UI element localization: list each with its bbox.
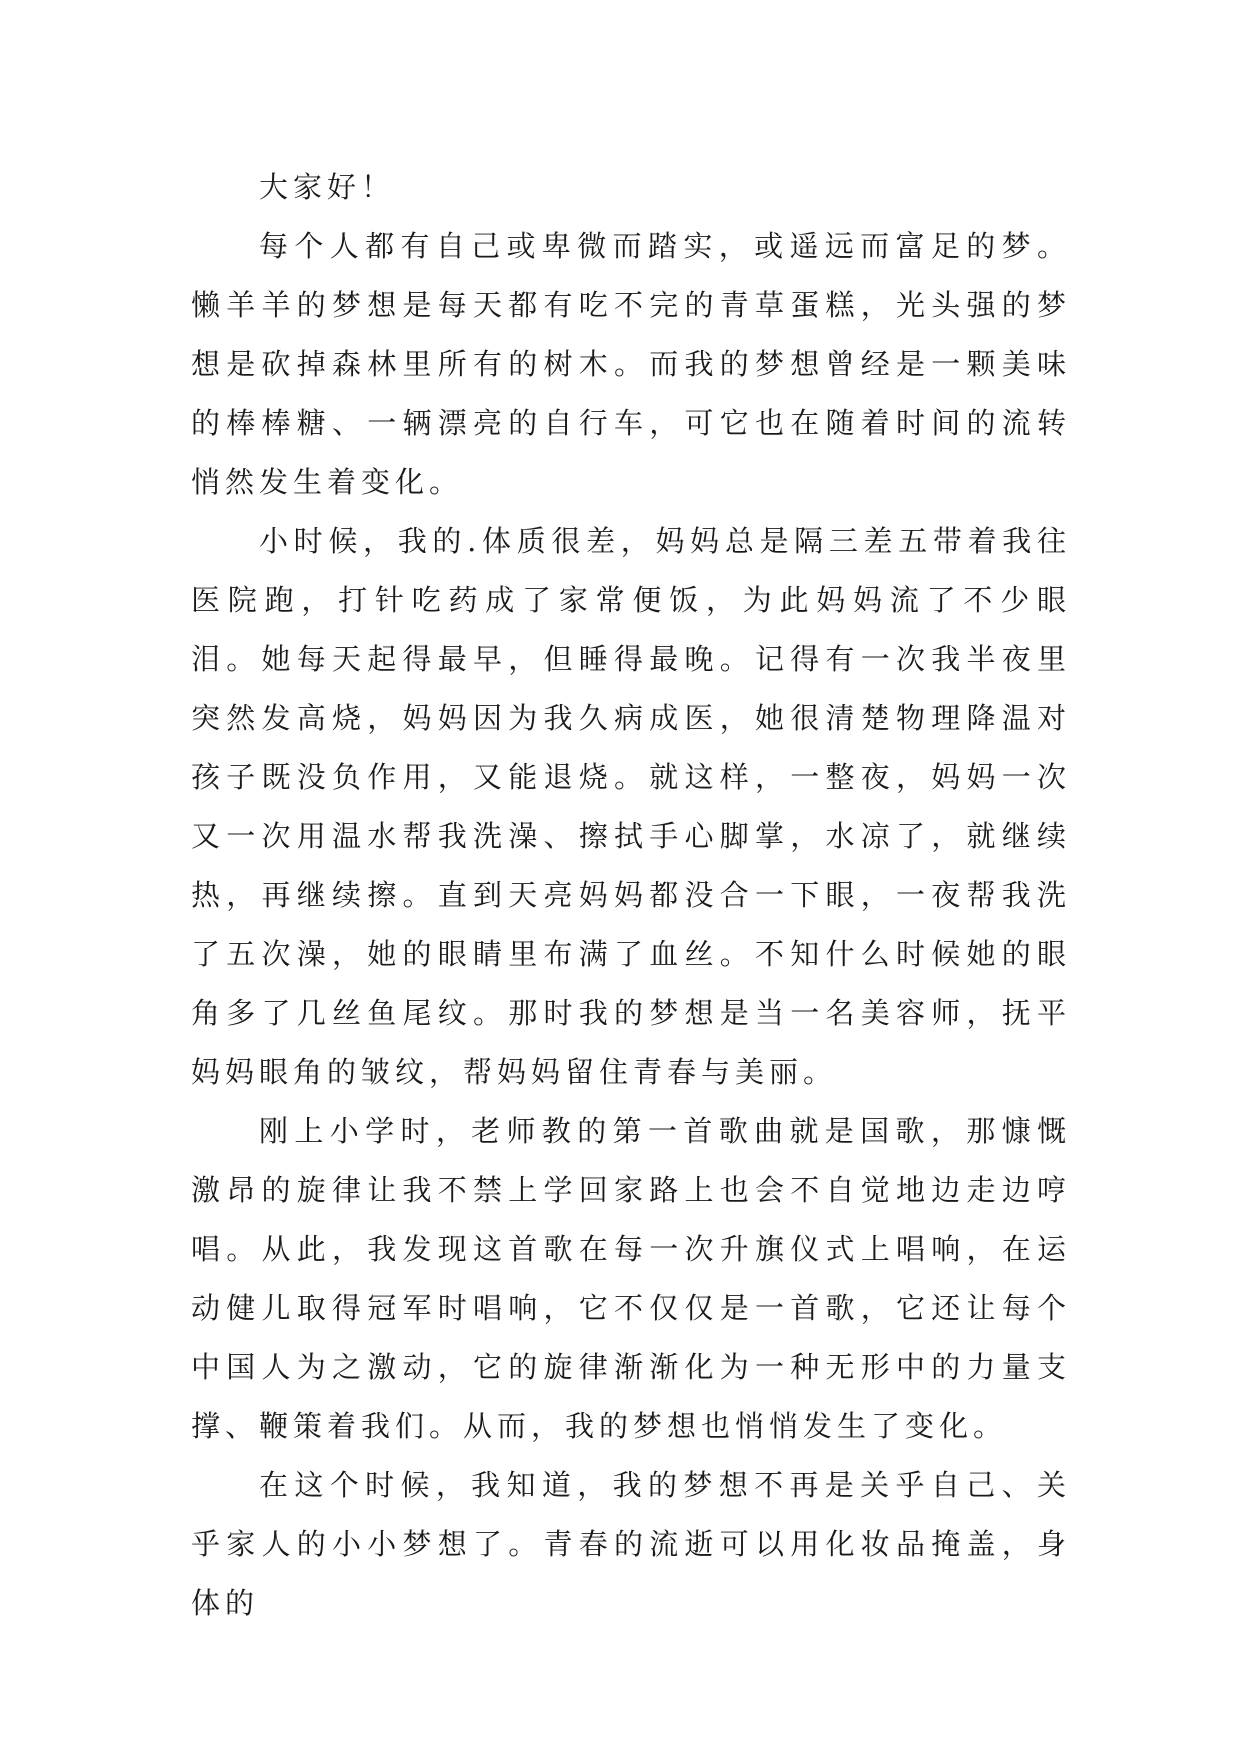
body-text — [191, 158, 1071, 1633]
paragraph-dreams-intro: 每个人都有自己或卑微而踏实，或遥远而富足的梦。懒羊羊的梦想是每天都有吃不完的青草蛋糕，光头强的梦想是砍掉森林里所有的树木。而我的梦想曾经是一颗美味的棒棒糖、一辆漂亮的自行车，可它也在随着时间的流转悄然发生着变化。 — [191, 229, 1071, 499]
paragraph-national-anthem: 刚上小学时，老师教的第一首歌曲就是国歌，那慷慨激昂的旋律让我不禁上学回家路上也会不自觉地边走边哼唱。从此，我发现这首歌在每一次升旗仪式上唱响，在运动健儿取得冠军时唱响，它不仅仅是一首歌，它还让每个中国人为之激动，它的旋律渐渐化为一种无形中的力量支撑、鞭策着我们。从而，我的梦想也悄悄发生了变化。 — [191, 1114, 1071, 1443]
paragraph-new-dream: 在这个时候，我知道，我的梦想不再是关乎自己、关乎家人的小小梦想了。青春的流逝可以用化妆品掩盖，身体的 — [191, 1468, 1071, 1620]
paragraph-greeting: 大家好！ — [259, 170, 396, 204]
paragraph-childhood: 小时候，我的.体质很差，妈妈总是隔三差五带着我往医院跑，打针吃药成了家常便饭，为此妈妈流了不少眼泪。她每天起得最早，但睡得最晚。记得有一次我半夜里突然发高烧，妈妈因为我久病成医，她很清楚物理降温对孩子既没负作用，又能退烧。就这样，一整夜，妈妈一次又一次用温水帮我洗澡、擦拭手心脚掌，水凉了，就继续热，再继续擦。直到天亮妈妈都没合一下眼，一夜帮我洗了五次澡，她的眼睛里布满了血丝。不知什么时候她的眼角多了几丝鱼尾纹。那时我的梦想是当一名美容师，抚平妈妈眼角的皱纹，帮妈妈留住青春与美丽。 — [191, 524, 1071, 1089]
